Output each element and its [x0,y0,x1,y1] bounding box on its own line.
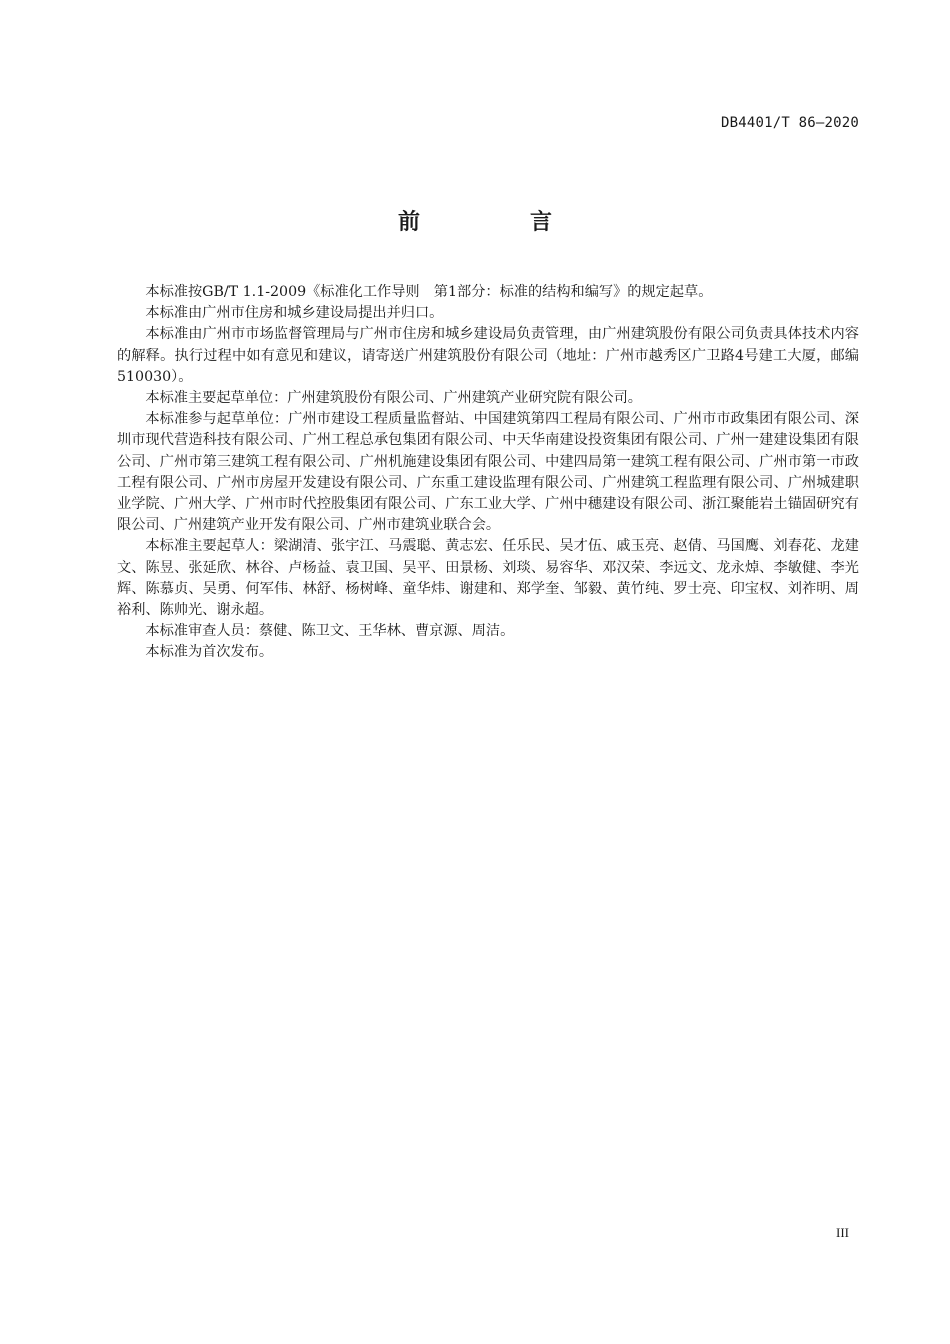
paragraph-management: 本标准由广州市市场监督管理局与广州市住房和城乡建设局负责管理，由广州建筑股份有限公司负责具体技术内容的解释。执行过程中如有意见和建议，请寄送广州建筑股份有限公司（地址：广州市越秀区广卫路4号建工大厦，邮编510030）。 [117,326,859,385]
standard-number: DB4401/T 86—2020 [720,115,859,131]
paragraph-first-release: 本标准为首次发布。 [145,644,274,661]
paragraph-reviewers: 本标准审查人员：蔡健、陈卫文、王华林、曹京源、周洁。 [145,623,515,640]
paragraph-participating-units: 本标准参与起草单位：广州市建设工程质量监督站、中国建筑第四工程局有限公司、广州市市政集团有限公司、深圳市现代营造科技有限公司、广州工程总承包集团有限公司、中天华南建设投资集团有限公司、广州一建建设集团有限公司、广州市第三建筑工程有限公司、广州机施建设集团有限公司、中建四局第一建筑工程有限公司、广州市第一市政工程有限公司、广州市房屋开发建设有限公司、广东重工建设监理有限公司、广州建筑工程监理有限公司、广州城建职业学院、广州大学、广州市时代控股集团有限公司、广东工业大学、广州中穗建设有限公司、浙江聚能岩土锚固研究有限公司、广州建筑产业开发有限公司、广州市建筑业联合会。 [117,411,859,534]
paragraph-main-drafting-units: 本标准主要起草单位：广州建筑股份有限公司、广州建筑产业研究院有限公司。 [145,390,642,407]
page-title: 前 言 [397,210,596,235]
paragraph-drafting-rules: 本标准按GB/T 1.1-2009《标准化工作导则 第1部分：标准的结构和编写》的规定起草。 [145,284,713,300]
paragraph-main-drafters: 本标准主要起草人：梁湖清、张宇江、马震聪、黄志宏、任乐民、吴才伍、戚玉亮、赵倩、马国鹰、刘春花、龙建文、陈昱、张延欣、林谷、卢杨益、袁卫国、吴平、田景杨、刘琰、易容华、邓汉荣、李远文、龙永焯、李敏健、李光辉、陈慕贞、吴勇、何军伟、林舒、杨树峰、童华炜、谢建和、郑学奎、邹毅、黄竹纯、罗士亮、印宝权、刘祚明、周裕利、陈帅光、谢永超。 [117,538,859,619]
paragraph-proposer: 本标准由广州市住房和城乡建设局提出并归口。 [145,305,444,322]
foreword-body [117,282,859,664]
page-number: III [836,1225,849,1240]
